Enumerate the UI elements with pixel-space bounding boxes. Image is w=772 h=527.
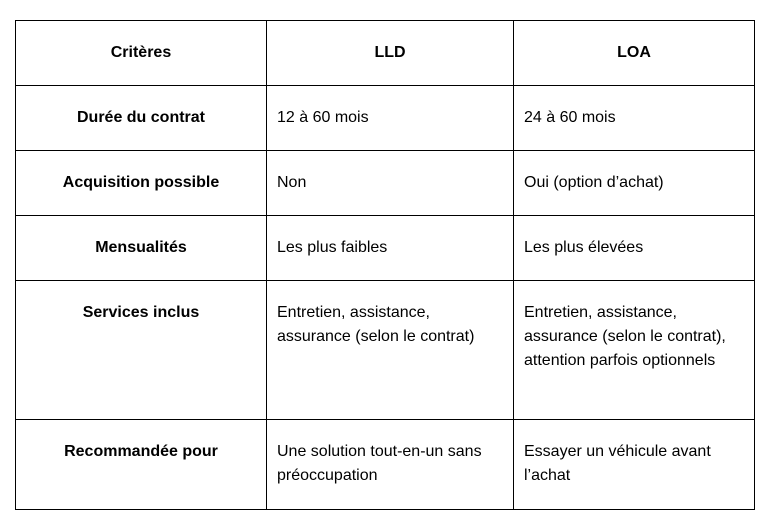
table-row <box>16 86 755 151</box>
table-row <box>16 281 755 420</box>
cell-lld: Non <box>267 151 514 216</box>
table-header <box>16 21 755 86</box>
header-loa: LOA <box>514 21 755 86</box>
row-criterion: Durée du contrat <box>16 86 267 151</box>
table-row <box>16 216 755 281</box>
row-criterion: Mensualités <box>16 216 267 281</box>
cell-lld: 12 à 60 mois <box>267 86 514 151</box>
comparison-table <box>15 20 755 510</box>
cell-lld: Une solution tout-en-un sans préoccupation <box>267 420 514 510</box>
header-lld: LLD <box>267 21 514 86</box>
cell-loa: 24 à 60 mois <box>514 86 755 151</box>
cell-loa: Essayer un véhicule avant l’achat <box>514 420 755 510</box>
cell-lld: Les plus faibles <box>267 216 514 281</box>
table-row <box>16 420 755 510</box>
table-row <box>16 151 755 216</box>
cell-lld: Entretien, assistance, assurance (selon le contrat) <box>267 281 514 420</box>
row-criterion: Recommandée pour <box>16 420 267 510</box>
row-criterion: Acquisition possible <box>16 151 267 216</box>
row-criterion: Services inclus <box>16 281 267 420</box>
cell-loa: Les plus élevées <box>514 216 755 281</box>
table-body <box>16 86 755 510</box>
header-criteria: Critères <box>16 21 267 86</box>
header-row <box>16 21 755 86</box>
cell-loa: Oui (option d’achat) <box>514 151 755 216</box>
cell-loa: Entretien, assistance, assurance (selon le contrat), attention parfois optionnels <box>514 281 755 420</box>
